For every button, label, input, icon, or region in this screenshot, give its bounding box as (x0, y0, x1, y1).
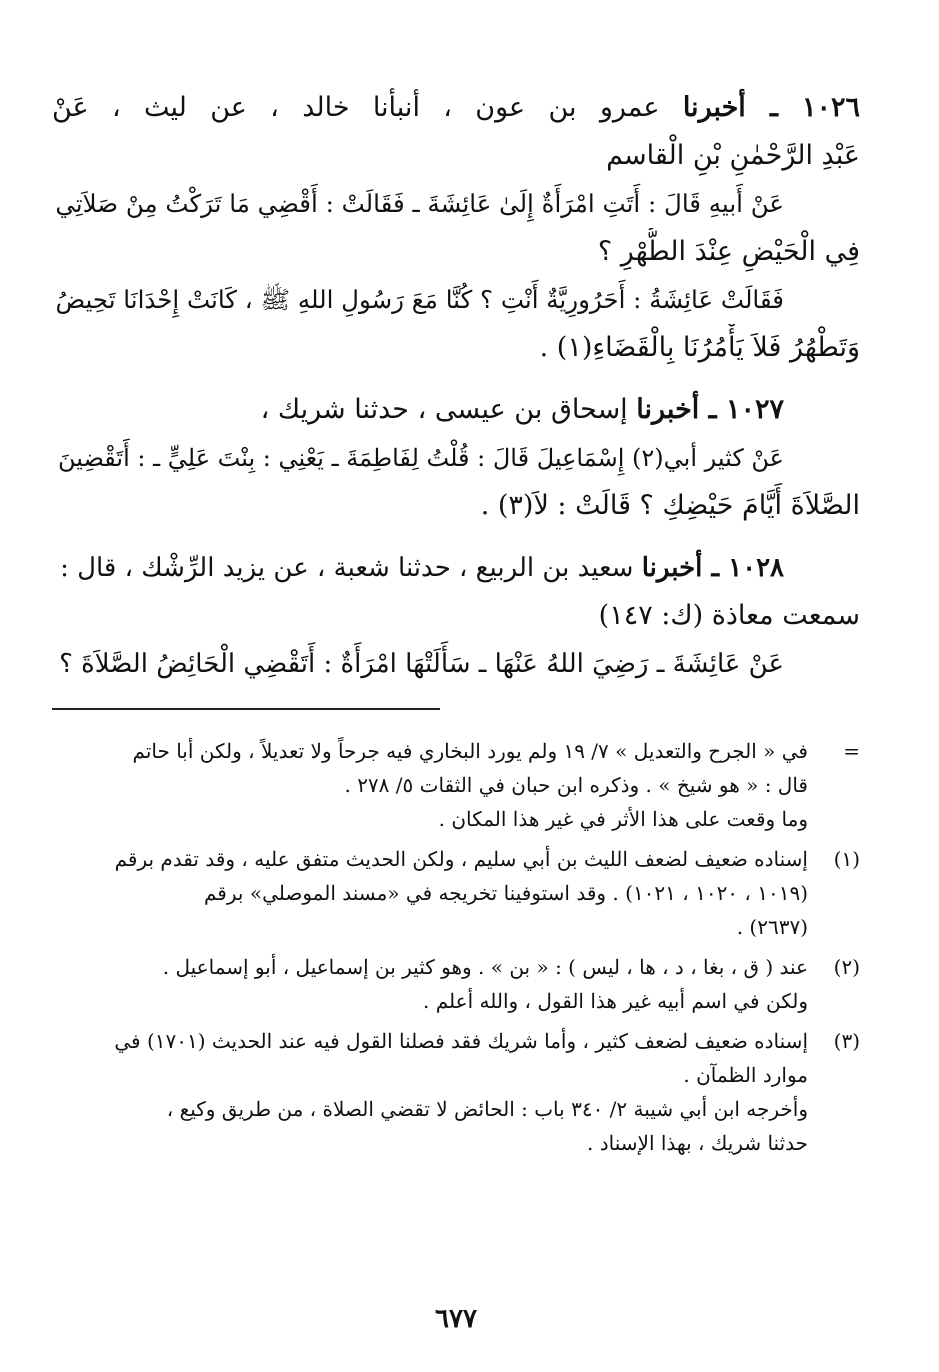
hadith-line: عَبْدِ الرَّحْمٰنِ بْنِ الْقاسم (606, 140, 860, 171)
hadith-line: سمعت معاذة (ك: ١٤٧) (598, 600, 860, 631)
hadith-line: عَنْ كثير أبي(٢) إِسْمَاعِيلَ قَالَ : قُلْتُ لِفَاطِمَةَ ـ يَعْنِي : بِنْتَ عَلِيٍّ ـ : أَتَقْضِينَ (57, 444, 784, 472)
footnote-line: قال : « هو شيخ » . وذكره ابن حبان في الثقات ٥/ ٢٧٨ . (344, 773, 808, 797)
footnote-marker: (٣) (833, 1029, 860, 1053)
footnote-separator (52, 708, 440, 710)
footnote-line: موارد الظمآن . (683, 1063, 808, 1087)
footnote-line: عند ( ق ، بغا ، د ، ها ، ليس ) : « بن » . وهو كثير بن إسماعيل ، أبو إسماعيل . (162, 955, 808, 979)
footnote-line: في « الجرح والتعديل » ٧/ ١٩ ولم يورد البخاري فيه جرحاً ولا تعديلاً ، ولكن أبا حاتم (132, 739, 808, 763)
page-number: ٦٧٧ (435, 1304, 477, 1334)
hadith-line: عَنْ عَائِشَةَ ـ رَضِيَ اللهُ عَنْهَا ـ سَأَلَتْهَا امْرَأَةٌ : أَتَقْضِي الْحَائِضُ الصَّلاَةَ ؟ (59, 649, 784, 679)
footnote-line: وأخرجه ابن أبي شيبة ٢/ ٣٤٠ باب : الحائض لا تقضي الصلاة ، من طريق وكيع ، (166, 1097, 808, 1121)
hadith-line: فَقَالَتْ عَائِشَةُ : أَحَرُورِيَّةٌ أَنْتِ ؟ كُنَّا مَعَ رَسُولِ اللهِ ﷺ ، كَانَتْ إِحْدَانَا تَحِيضُ (55, 285, 784, 314)
hadith-line (52, 84, 860, 132)
hadith-line: عَنْ أَبيهِ قَالَ : أَتَتِ امْرَأَةٌ إِلَىٰ عَائِشَةَ ـ فَقَالَتْ : أَقْضِي مَا تَرَكْتُ مِنْ صَلاَتِي (55, 189, 784, 218)
footnote-line: (٢٦٣٧) . (736, 915, 808, 939)
footnote-line: إسناده ضعيف لضعف الليث بن أبي سليم ، ولكن الحديث متفق عليه ، وقد تقدم برقم (114, 847, 808, 871)
hadith-1026 (52, 84, 860, 372)
hadith-line (52, 544, 860, 592)
isnad-text: عمرو بن عون ، أنبأنا خالد ، عن ليث ، عَنْ (52, 92, 683, 123)
keyword-akhbarana: أخبرنا (682, 92, 746, 123)
hadith-line: فِي الْحَيْضِ عِنْدَ الطُّهْرِ ؟ (597, 236, 860, 267)
footnote-line: حدثنا شريك ، بهذا الإسناد . (587, 1131, 808, 1155)
footnote-marker: (٢) (833, 955, 860, 979)
footnote-1 (52, 842, 860, 944)
isnad-text: إسحاق بن عيسى ، حدثنا شريك ، (260, 394, 637, 425)
hadith-number: ١٠٢٦ ـ (745, 92, 860, 123)
isnad-text: سعيد بن الربيع ، حدثنا شعبة ، عن يزيد الرِّشْك ، قال : (60, 553, 642, 583)
keyword-akhbarana: أخبرنا (636, 394, 700, 425)
footnote-line: وما وقعت على هذا الأثر في غير هذا المكان . (438, 807, 808, 831)
hadith-line: الصَّلاَةَ أَيَّامَ حَيْضِكِ ؟ قَالَتْ : لاَ(٣) . (480, 490, 860, 521)
footnote-line: إسناده ضعيف لضعف كثير ، وأما شريك فقد فصلنا القول فيه عند الحديث (١٧٠١) في (114, 1029, 808, 1053)
footnotes (52, 734, 860, 1160)
book-page (52, 84, 860, 1334)
footnote-continued (52, 734, 860, 836)
footnote-marker: (١) (833, 847, 860, 871)
keyword-akhbarana: أخبرنا (641, 553, 703, 583)
footnote-marker: = (843, 739, 860, 763)
hadith-number: ١٠٢٨ ـ (702, 553, 784, 583)
hadith-1028 (52, 544, 860, 688)
hadith-1027 (52, 386, 860, 530)
footnote-2 (52, 950, 860, 1018)
footnote-3 (52, 1024, 860, 1160)
footnote-line: (١٠١٩ ، ١٠٢٠ ، ١٠٢١) . وقد استوفينا تخريجه في «مسند الموصلي» برقم (204, 881, 808, 905)
hadith-line (52, 386, 860, 434)
footnote-line: ولكن في اسم أبيه غير هذا القول ، والله أعلم . (423, 989, 808, 1013)
main-text (52, 84, 860, 688)
hadith-line: وَتَطْهُرُ فَلاَ يَأْمُرُنَا بِالْقَضَاءِ(١) . (539, 332, 860, 363)
hadith-number: ١٠٢٧ ـ (699, 394, 784, 425)
